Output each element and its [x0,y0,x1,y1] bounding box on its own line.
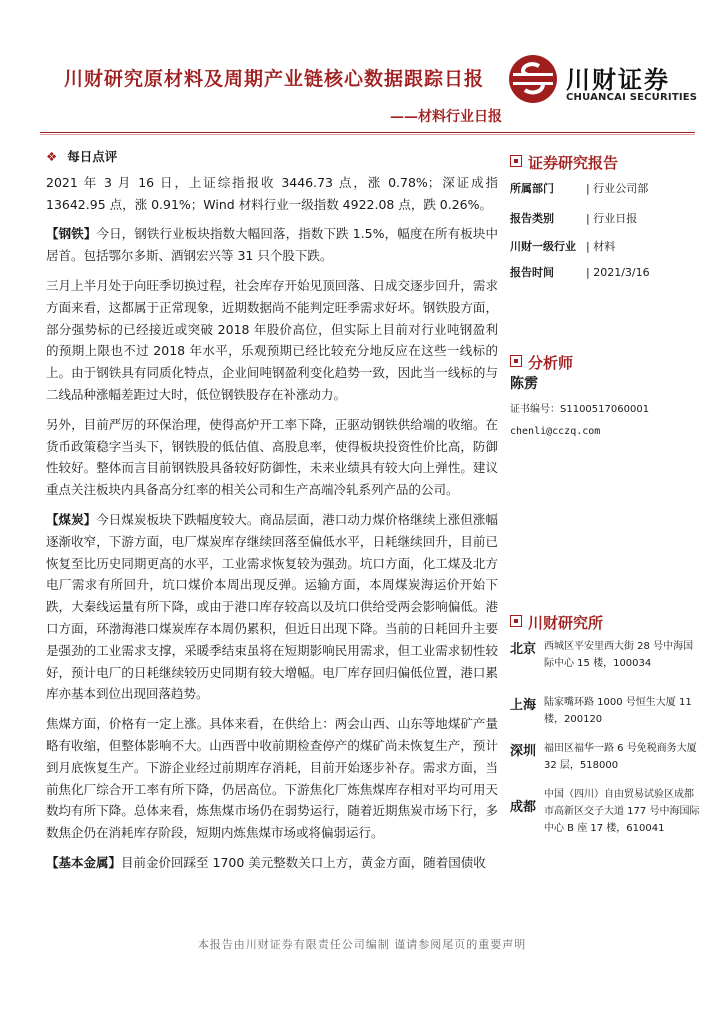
square-bullet-icon [510,615,522,627]
square-bullet-icon [510,155,522,167]
report-info-heading: 证券研究报告 [510,152,618,173]
logo-text-cn: 川财证券 [566,66,670,94]
institute-heading: 川财研究所 [510,612,603,633]
info-row-type: 报告类别 | 行业日报 [510,212,638,225]
analyst-email[interactable]: chenli@cczq.com [510,426,601,437]
section-title: 每日点评 [67,149,118,164]
diamond-icon: ❖ [46,149,58,164]
company-logo-icon [508,54,558,104]
coal-paragraph-2: 焦煤方面，价格有一定上涨。具体来看，在供给上：两会山西、山东等地煤矿产量略有收缩，但整体影响不大。山西晋中收前期检查停产的煤矿尚未恢复生产，预计到月底恢复生产。下游企业经过前期库存消耗，目前开始逐步补存。需求方面，当前焦化厂综合开工率有所下降，仍居高位。下游焦化厂炼焦煤库存相对平均可用天数均有所下降。总体来看，炼焦煤市场仍在弱势运行，随着近期焦炭市场下行，多数焦企仍在消耗库存阶段，短期内炼焦煤市场或将偏弱运行。 [46,716,498,841]
header-divider [40,132,695,133]
market-summary: 2021 年 3 月 16 日，上证综指报收 3446.73 点，涨 0.78%；深证成指 13642.95 点，涨 0.91%；Wind 材料行业一级指数 4922.08 点，跌 0.26%。 [46,174,498,212]
steel-paragraph-3: 另外，目前严厉的环保治理，使得高炉开工率下降，正驱动钢铁供给端的收缩。在货币政策稳字当头下，钢铁股的低估值、高股息率，使得板块投资性价比高，防御性较好。整体而言目前钢铁股具备较好防御性，未来业绩具有较大向上弹性。建议重点关注板块内具备高分红率的相关公司和生产高端冷轧系列产品的公司。 [46,416,498,498]
header-divider-thin [40,134,695,135]
metal-text-1: 目前金价回踩至 1700 美元整数关口上方，黄金方面，随着国债收 [121,854,486,870]
logo-text-en: CHUANCAI SECURITIES [566,92,698,103]
coal-tag: 【煤炭】 [46,511,97,527]
section-heading [46,146,498,168]
square-bullet-icon [510,355,522,367]
steel-paragraph-1 [46,223,498,267]
analyst-name: 陈雳 [510,376,538,392]
metal-paragraph-1 [46,852,498,874]
metal-tag: 【基本金属】 [46,854,122,870]
steel-tag: 【钢铁】 [46,226,97,242]
info-row-department: 所属部门 | 行业公司部 [510,182,649,195]
info-row-date: 报告时间 | 2021/3/16 [510,266,650,279]
analyst-certificate: 证书编号：S1100517060001 [510,404,650,415]
page-footer: 本报告由川财证券有限责任公司编制 谨请参阅尾页的重要声明 [197,938,527,951]
coal-paragraph-1 [46,509,498,705]
coal-text-1: 今日煤炭板块下跌幅度较大。商品层面，港口动力煤价格继续上涨但涨幅逐渐收窄，下游方面，电厂煤炭库存继续回落至偏低水平，日耗继续回升，目前已恢复至比历史同期更高的水平，工业需求恢复较为强劲。坑口方面，化工煤及北方电厂需求有所回升，坑口煤价本周出现反弹。运输方面，本周煤炭海运价开始下跌，大秦线运量有所下降，或由于港口库存较高以及坑口供给受两会影响偏低。港口方面，环渤海港口煤炭库存本周仍累积，但近日出现下降。当前的日耗回升主要是强劲的工业需求支撑，采暖季结束虽将在短期影响民用需求，但工业需求韧性较好，预计电厂的日耗继续较历史同期有较大增幅。电厂库存回归偏低位置，港口累库亦基本到位出现回落趋势。 [46,511,498,702]
steel-text-1: 今日，钢铁行业板块指数大幅回落，指数下跌 1.5%，幅度在所有板块中居首。包括鄂尔多斯、酒钢宏兴等 31 只个股下跌。 [46,226,498,264]
analyst-heading: 分析师 [510,352,573,373]
report-subtitle: ——材料行业日报 [390,109,502,125]
info-row-industry: 川财一级行业 | 材料 [510,240,616,253]
steel-paragraph-2: 三月上半月处于向旺季切换过程，社会库存开始见顶回落、日成交逐步回升，需求方面来看，这都属于正常现象，近期数据尚不能判定旺季需求好坏。钢铁股方面，部分强势标的已经接近或突破 2018 年股价高位，但实际上目前对行业吨钢盈利的预期上限也不过 2018 年水平，乐观预期已经比较充分地反应在这些一线标的上。由于钢铁具有同质化特点，企业间吨钢盈利变化趋势一致，因此当一线标的与二线品种涨幅差距过大时，低位钢铁股存在补涨动力。 [46,277,498,402]
main-content [46,146,498,882]
report-title: 川财研究原材料及周期产业链核心数据跟踪日报 [64,68,485,90]
